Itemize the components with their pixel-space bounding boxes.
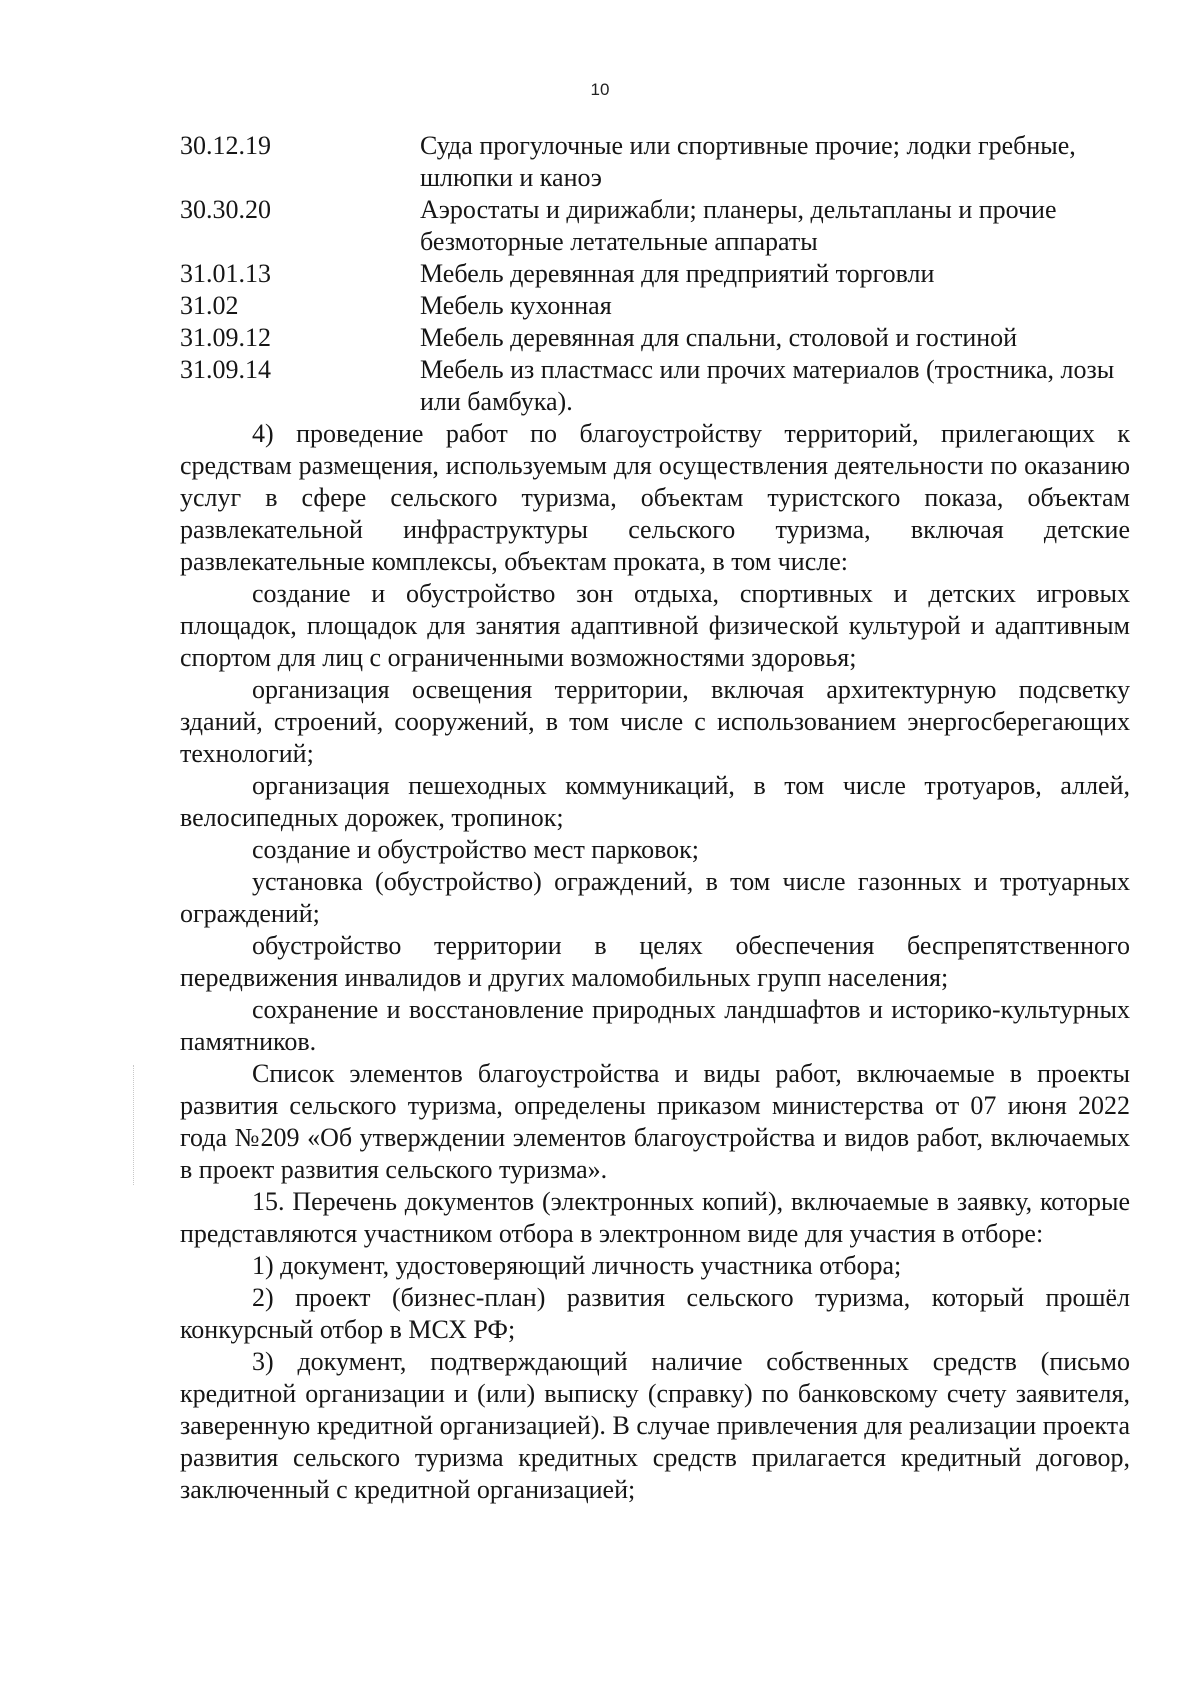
paragraph-item-15: 15. Перечень документов (электронных копий), включаемые в заявку, которые представляются участником отбора в электронном виде для участия в отборе:: [180, 1187, 1130, 1248]
okved-code: 30.12.19: [180, 131, 271, 160]
paragraph-document-1: 1) документ, удостоверяющий личность участника отбора;: [252, 1251, 902, 1280]
okved-code: 30.30.20: [180, 195, 271, 224]
paragraph-item-4: 4) проведение работ по благоустройству территорий, прилегающих к средствам размещения, используемым для осуществления деятельности по оказанию услуг в сфере сельского туризма, объектам туристского показа, объектам развлекательной инфраструктуры сельского туризма, включая детские развлекательные комплексы, объектам проката, в том числе:: [180, 419, 1130, 576]
paragraph-order-reference: Список элементов благоустройства и виды работ, включаемые в проекты развития сельского туризма, определены приказом министерства от 07 июня 2022 года №209 «Об утверждении элементов благоустройства и видов работ, включаемых в проект развития сельского туризма».: [180, 1059, 1130, 1184]
okved-code: 31.09.12: [180, 323, 271, 352]
paragraph-recreation-zones: создание и обустройство зон отдыха, спортивных и детских игровых площадок, площадок для занятия адаптивной физической культурой и адаптивным спортом для лиц с ограниченными возможностями здоровья;: [180, 579, 1130, 672]
paragraph-fencing: установка (обустройство) ограждений, в том числе газонных и тротуарных ограждений;: [180, 867, 1130, 928]
paragraph-document-3: 3) документ, подтверждающий наличие собственных средств (письмо кредитной организации и (или) выписку (справку) по банковскому счету заявителя, заверенную кредитной организацией). В случае привлечения для реализации проекта развития сельского туризма кредитных средств прилагается кредитный договор, заключенный с кредитной организацией;: [180, 1347, 1130, 1504]
okved-code: 31.01.13: [180, 259, 271, 288]
code-row: [180, 258, 1130, 290]
document-body: [180, 130, 1130, 1506]
code-row: [180, 322, 1130, 354]
code-row: [180, 194, 1130, 258]
okved-description: Мебель деревянная для спальни, столовой и гостиной: [420, 323, 1018, 352]
paragraph-parking: создание и обустройство мест парковок;: [252, 835, 700, 864]
okved-description: Суда прогулочные или спортивные прочие; лодки гребные, шлюпки и каноэ: [420, 131, 1076, 192]
page-number: 10: [590, 80, 610, 99]
code-row: [180, 354, 1130, 418]
okved-code: 31.09.14: [180, 355, 271, 384]
paragraph-pedestrian: организация пешеходных коммуникаций, в том числе тротуаров, аллей, велосипедных дорожек, тропинок;: [180, 771, 1130, 832]
code-row: [180, 290, 1130, 322]
paragraph-landscapes: сохранение и восстановление природных ландшафтов и историко-культурных памятников.: [180, 995, 1130, 1056]
paragraph-accessibility: обустройство территории в целях обеспечения беспрепятственного передвижения инвалидов и других маломобильных групп населения;: [180, 931, 1130, 992]
paragraph-document-2: 2) проект (бизнес-план) развития сельского туризма, который прошёл конкурсный отбор в МСХ РФ;: [180, 1283, 1130, 1344]
okved-description: Мебель деревянная для предприятий торговли: [420, 259, 935, 288]
code-row: [180, 130, 1130, 194]
paragraph-lighting: организация освещения территории, включая архитектурную подсветку зданий, строений, сооружений, в том числе с использованием энергосберегающих технологий;: [180, 675, 1130, 768]
margin-mark: [133, 1065, 135, 1185]
okved-code: 31.02: [180, 291, 239, 320]
okved-description: Аэростаты и дирижабли; планеры, дельтапланы и прочие безмоторные летательные аппараты: [420, 195, 1057, 256]
okved-description: Мебель кухонная: [420, 291, 612, 320]
okved-description: Мебель из пластмасс или прочих материалов (тростника, лозы или бамбука).: [420, 355, 1115, 416]
